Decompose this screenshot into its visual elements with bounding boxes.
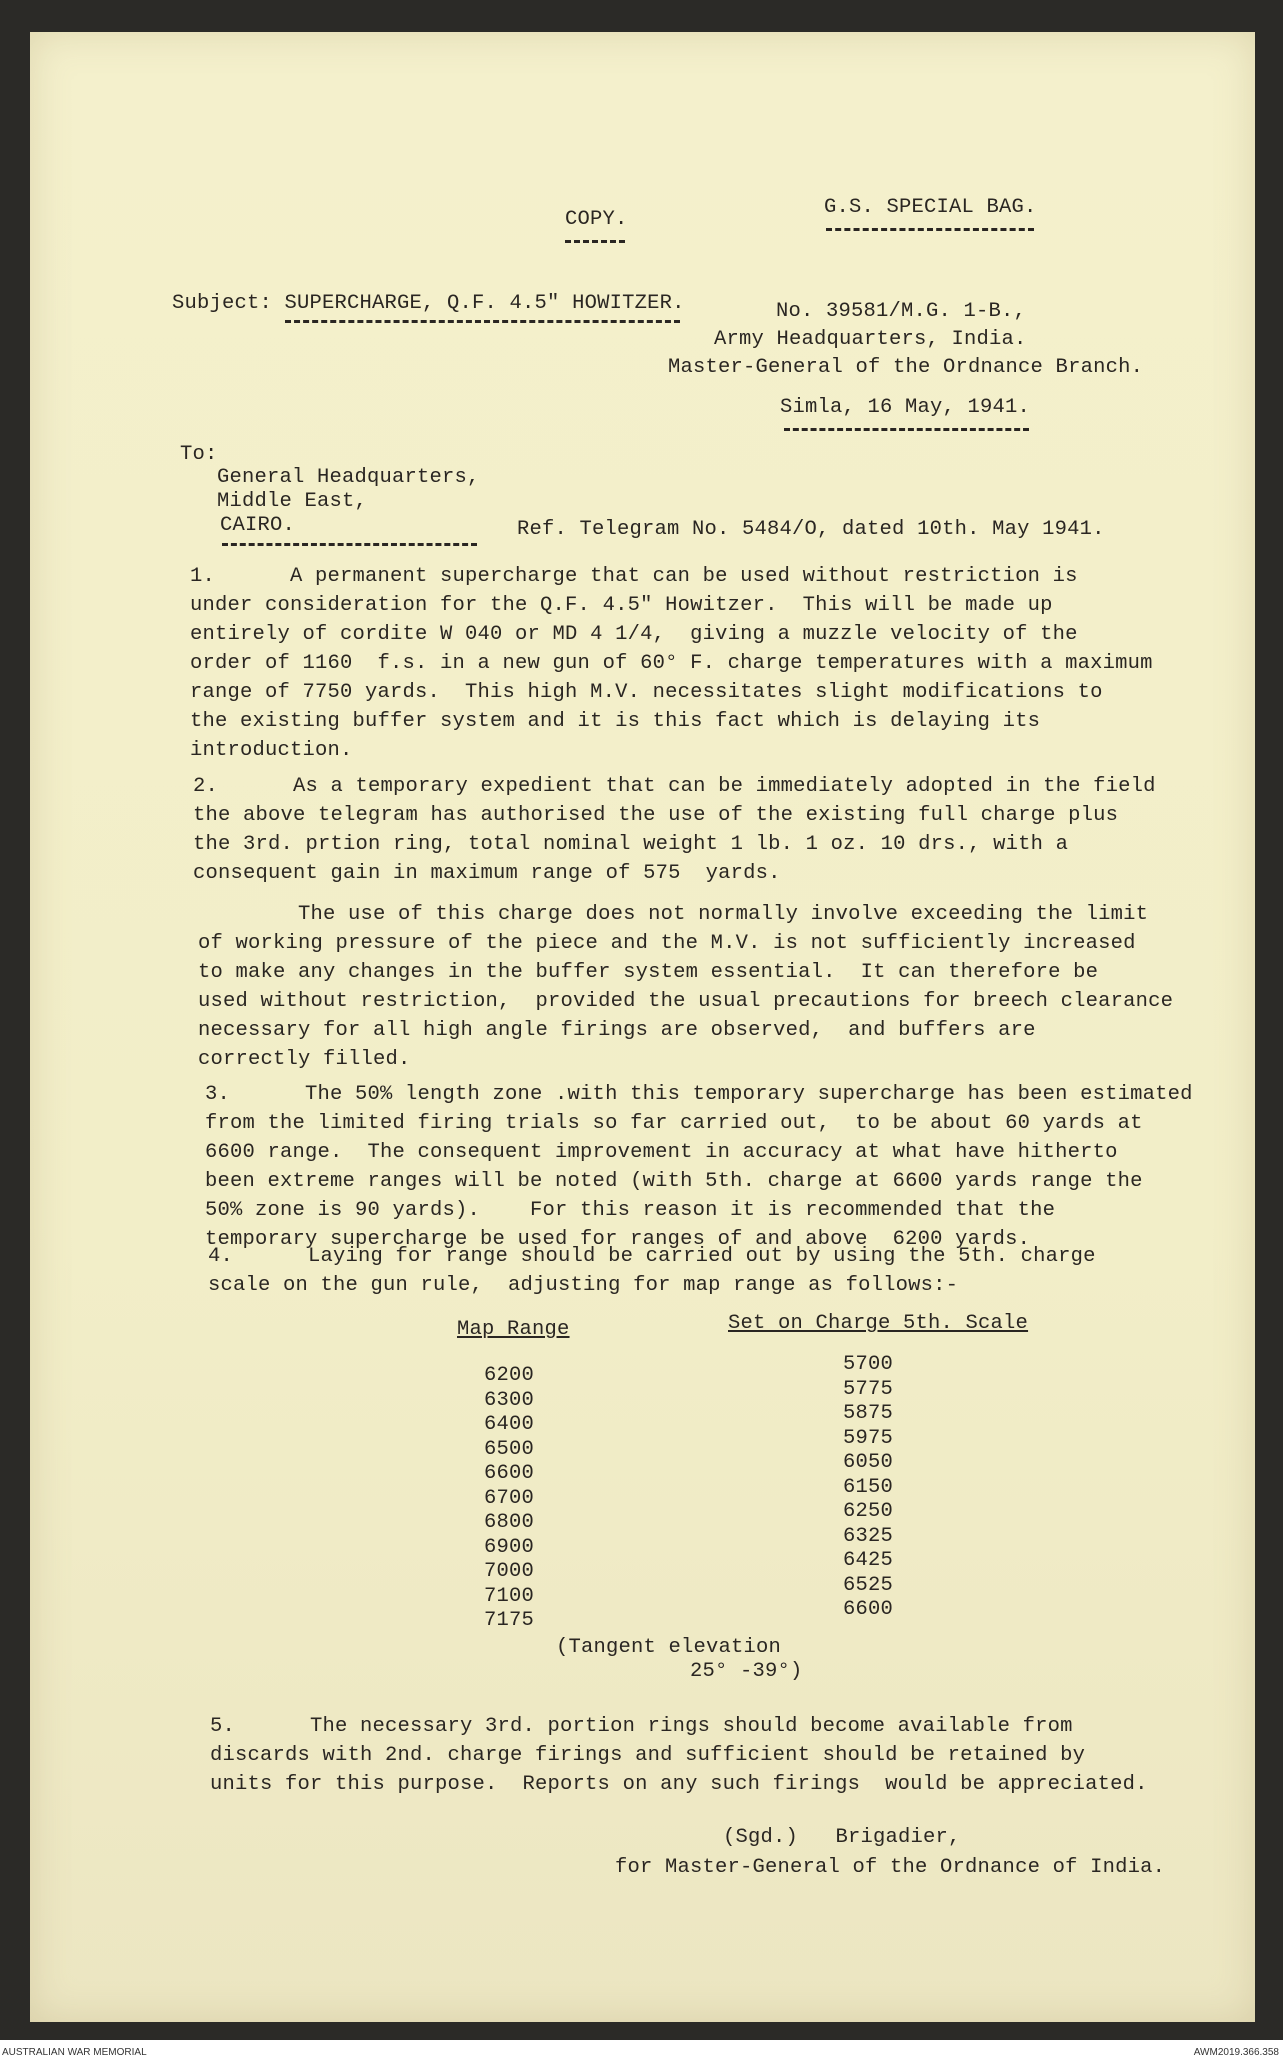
addressee-line: CAIRO. <box>220 514 296 537</box>
table-cell: 6500 <box>484 1437 535 1461</box>
text-line: discards with 2nd. charge firings and sufficient should be retained by <box>210 1744 1086 1767</box>
place-date: Simla, 16 May, 1941. <box>780 396 1031 419</box>
paragraph-2b <box>198 900 1173 1074</box>
table-cell: 6400 <box>484 1413 535 1436</box>
text-line: 3. The 50% length zone .with this temporary supercharge has been estimated <box>205 1083 1193 1106</box>
paragraph-3 <box>205 1080 1193 1254</box>
set-on-column <box>843 1353 893 1623</box>
table-cell: 5875 <box>843 1402 894 1425</box>
subject: Subject: SUPERCHARGE, Q.F. 4.5" HOWITZER. <box>172 292 685 315</box>
to-label: To: <box>180 443 218 466</box>
text-line: necessary for all high angle firings are observed, and buffers are <box>198 1019 1036 1042</box>
archive-id: AWM2019.366.358 <box>1193 2047 1279 2058</box>
tangent-range: 25° -39°) <box>690 1660 803 1683</box>
map-range-column <box>484 1364 534 1634</box>
archive-footer <box>0 2044 1283 2061</box>
text-line: used without restriction, provided the usual precautions for breech clearance <box>198 990 1174 1013</box>
text-line: 6600 range. The consequent improvement in accuracy at what have hitherto <box>205 1141 1118 1164</box>
text-line: 5. The necessary 3rd. portion rings should become available from <box>210 1715 1073 1738</box>
tangent-note: (Tangent elevation <box>556 1636 782 1659</box>
classification-underline <box>826 228 1034 231</box>
org-line-1: Army Headquarters, India. <box>714 328 1027 351</box>
text-line: under consideration for the Q.F. 4.5" Howitzer. This will be made up <box>190 594 1053 617</box>
addressee-underline <box>222 543 477 546</box>
subject-underline <box>285 320 680 323</box>
table-cell: 6900 <box>484 1535 535 1559</box>
table-cell: 5700 <box>843 1353 894 1376</box>
table-cell: 6425 <box>843 1549 894 1572</box>
copy-label: COPY. <box>565 208 628 231</box>
date-underline <box>784 428 1029 431</box>
addressee-line: Middle East, <box>217 490 368 513</box>
text-line: consequent gain in maximum range of 575 yards. <box>193 862 781 885</box>
table-cell: 6600 <box>843 1598 894 1621</box>
telegram-reference: Ref. Telegram No. 5484/O, dated 10th. May 1941. <box>517 518 1105 541</box>
table-cell: 6200 <box>484 1364 535 1387</box>
table-cell: 6250 <box>843 1500 894 1523</box>
signature-title: for Master-General of the Ordnance of India. <box>615 1856 1166 1879</box>
table-cell: 6525 <box>843 1573 894 1597</box>
text-line: of working pressure of the piece and the M.V. is not sufficiently increased <box>198 932 1136 955</box>
text-line: 4. Laying for range should be carried out by using the 5th. charge <box>208 1245 1096 1268</box>
text-line: scale on the gun rule, adjusting for map range as follows:- <box>208 1274 959 1297</box>
table-cell: 6600 <box>484 1462 535 1485</box>
paragraph-1 <box>190 562 1153 765</box>
addressee-line: General Headquarters, <box>217 466 480 489</box>
text-line: the above telegram has authorised the use of the existing full charge plus <box>193 804 1119 827</box>
text-line: temporary supercharge be used for ranges of and above 6200 yards. <box>205 1228 1031 1251</box>
reference-number: No. 39581/M.G. 1-B., <box>776 300 1027 323</box>
text-line: correctly filled. <box>198 1048 411 1071</box>
text-line: been extreme ranges will be noted (with 5th. charge at 6600 yards range the <box>205 1170 1143 1193</box>
table-header-map-range: Map Range <box>457 1318 570 1341</box>
text-line: 1. A permanent supercharge that can be used without restriction is <box>190 565 1078 588</box>
text-line: The use of this charge does not normally involve exceeding the limit <box>198 903 1149 926</box>
table-header-set-on: Set on Charge 5th. Scale <box>728 1312 1029 1335</box>
table-cell: 6700 <box>484 1486 535 1510</box>
classification: G.S. SPECIAL BAG. <box>824 196 1037 219</box>
text-line: entirely of cordite W 040 or MD 4 1/4, giving a muzzle velocity of the <box>190 623 1078 646</box>
text-line: to make any changes in the buffer system essential. It can therefore be <box>198 961 1099 984</box>
paragraph-2 <box>193 772 1156 888</box>
text-line: 50% zone is 90 yards). For this reason it is recommended that the <box>205 1199 1056 1222</box>
table-cell: 6800 <box>484 1511 535 1534</box>
text-line: from the limited firing trials so far carried out, to be about 60 yards at <box>205 1112 1143 1135</box>
table-cell: 6300 <box>484 1388 535 1412</box>
text-line: the existing buffer system and it is this fact which is delaying its <box>190 710 1041 733</box>
text-line: 2. As a temporary expedient that can be immediately adopted in the field <box>193 775 1156 798</box>
table-cell: 6150 <box>843 1475 894 1499</box>
text-line: order of 1160 f.s. in a new gun of 60° F. charge temperatures with a maximum <box>190 652 1153 675</box>
text-line: the 3rd. prtion ring, total nominal weight 1 lb. 1 oz. 10 drs., with a <box>193 833 1069 856</box>
text-line: introduction. <box>190 739 353 762</box>
text-line: range of 7750 yards. This high M.V. necessitates slight modifications to <box>190 681 1103 704</box>
table-cell: 5975 <box>843 1426 894 1450</box>
text-line: units for this purpose. Reports on any such firings would be appreciated. <box>210 1773 1148 1796</box>
table-cell: 5775 <box>843 1377 894 1401</box>
signature-line: (Sgd.) Brigadier, <box>723 1826 961 1849</box>
paragraph-5 <box>210 1712 1148 1799</box>
table-cell: 7175 <box>484 1609 535 1632</box>
table-cell: 7100 <box>484 1584 535 1608</box>
org-line-2: Master-General of the Ordnance Branch. <box>668 356 1144 379</box>
copy-underline <box>565 240 625 243</box>
paragraph-4 <box>208 1242 1096 1300</box>
table-cell: 6325 <box>843 1524 894 1548</box>
table-cell: 6050 <box>843 1451 894 1474</box>
table-cell: 7000 <box>484 1560 535 1583</box>
archive-name: AUSTRALIAN WAR MEMORIAL <box>2 2047 147 2058</box>
